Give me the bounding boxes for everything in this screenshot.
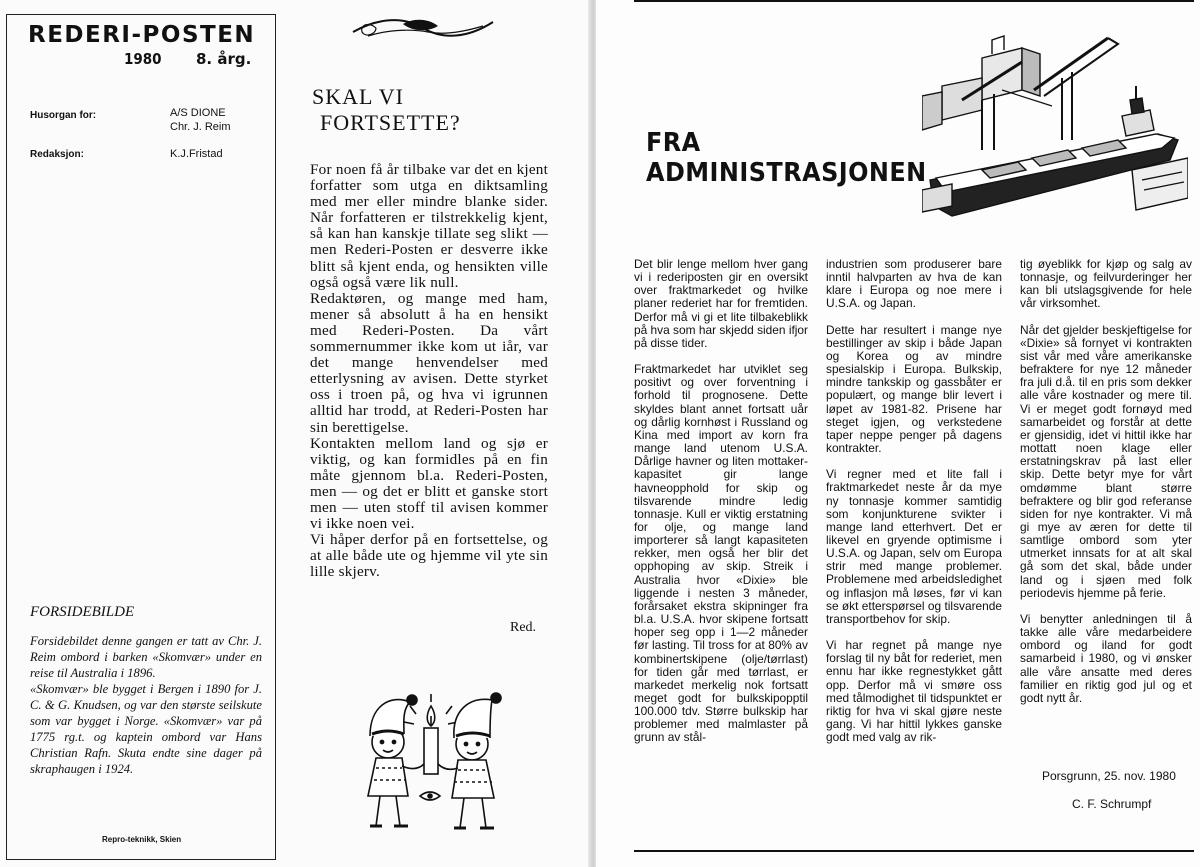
article-paragraph: Det blir lenge mellom hver gang vi i rederiposten gir en oversikt over fraktmarkedet og hvilke planer rederiet har for fremtiden. Derfor må vi gi et lite tilbakeblikk på hva som har skjedd siden ifjor på disse tider. bbox=[634, 257, 808, 350]
editorial-paragraph: For noen få år tilbake var det en kjent forfatter som utga en diktsamling med mer eller mindre blanke sider. Når forfatteren er tilstrekkelig kjent, så kan han kanskje tillate seg slikt — men Rederi-Posten er desverre ikke blitt så kjent enda, og hensikten ville også også være lik null. bbox=[310, 161, 548, 291]
meta-label-publisher: Husorgan for: bbox=[30, 110, 97, 121]
christmas-elves-illustration bbox=[340, 676, 520, 836]
signoff-place-date: Porsgrunn, 25. nov. 1980 bbox=[1042, 769, 1176, 783]
editorial-title-line: FORTSETTE? bbox=[320, 110, 461, 135]
editorial-title-line: SKAL VI bbox=[312, 84, 404, 109]
editorial-paragraph: Vi håper derfor på en fortsettelse, og at alle både ute og hjemme vil yte sin lille skjerv. bbox=[310, 531, 548, 581]
article-paragraph: Vi har regnet på mange nye forslag til ny båt for rederiet, men ennu har ikke regnestykket gått opp. Derfor må vi smøre oss med tålmodighet til tidspunktet er riktig for hva vi skal gjøre neste gang. Vi har hittil lykkes ganske godt med valg av rik- bbox=[826, 638, 1002, 745]
article-paragraph: tig øyeblikk for kjøp og salg av tonnasje, og feilvurderinger her kan bli utslagsgivende for hele vår virksomhet. bbox=[1020, 257, 1192, 311]
bottom-rule bbox=[634, 850, 1194, 852]
cover-paragraph: Forsidebildet denne gangen er tatt av Chr. J. Reim ombord i barken «Skomvær» under en reise til Australia i 1896. bbox=[30, 634, 262, 680]
masthead-year: 1980 bbox=[124, 50, 162, 68]
meta-value-line: A/S DIONE bbox=[170, 107, 226, 119]
editorial-paragraph: Kontakten mellom land og sjø er viktig, og kan formidles på en fin måte gjennom bl.a. Rederi-Posten, men — og det er blitt et ganske stort men — uten stoff til avisen kommer vi ikke noen vei. bbox=[310, 434, 548, 533]
article-title bbox=[646, 128, 927, 188]
editorial-paragraph: Redaktøren, og mange med ham, mener så absolutt å ha en hensikt med Rederi-Posten. Da vårt sommernummer ikke kom ut iår, var det mange henvendelser med etterlysning av avisen. Dette styrket oss i troen på, og hva vi igrunnen alltid har trodd, at Rederi-Posten har sin berettigelse. bbox=[310, 289, 548, 436]
masthead-title: REDERI-POSTEN bbox=[28, 22, 256, 48]
meta-value-line: Chr. J. Reim bbox=[170, 121, 231, 133]
article-paragraph: Vi benytter anledningen til å takke alle våre medarbeidere ombord og iland for godt samarbeid i 1980, og vi ønsker alle våre ansatte med deres familier en riktig god jul og et godt nytt år. bbox=[1020, 611, 1192, 705]
article-title-line: FRA bbox=[646, 128, 701, 158]
article-paragraph: Vi regner med et lite fall i fraktmarkedet neste år da mye ny tonnasje kommer samtidig som konjunkturene svikter i mange land etterhvert. Det er likevel en gryende optimisme i U.S.A. og Japan, selv om Europa strir med mange problemer. Problemene med arbeidsledighet og inflasjon må løses, før vi kan se økt etterspørsel og tilsvarende transportbehov for skip. bbox=[826, 467, 1002, 626]
article-column-2 bbox=[826, 258, 1002, 757]
editorial-title bbox=[312, 84, 461, 136]
editorial-body bbox=[310, 162, 548, 580]
article-paragraph: industrien som produserer bare inntil halvparten av hva de kan klare i Europa og noe mere i U.S.A. og Japan. bbox=[826, 257, 1002, 311]
meta-value-editor bbox=[170, 147, 223, 161]
meta-label-editor: Redaksjon: bbox=[30, 149, 84, 160]
article-column-1 bbox=[634, 258, 808, 758]
cover-paragraph: «Skomvær» ble bygget i Bergen i 1890 for J. C. & G. Knudsen, og var den største seilskute som var bygget i Norge. «Skomvær» var på 1775 rg.t. og kaptein ombord var Hans Christian Rafn. Skuta endte sine dager på skraphaugen i 1924. bbox=[30, 682, 262, 776]
cover-text bbox=[30, 633, 262, 777]
cover-heading: FORSIDEBILDE bbox=[30, 604, 135, 620]
top-rule bbox=[634, 0, 1194, 2]
article-paragraph: Når det gjelder beskjeftigelse for «Dixie» så fornyet vi kontrakten sist vår med våre amerikanske befraktere for nye 12 måneder fra juli d.å. til en pris som dekker alle våre kostnader og mere til. Vi er meget godt fornøyd med samarbeidet og forstår at dette er gjensidig, idet vi hittil ikke har mottatt noen klage eller erstatningskrav på last eller skip. Dette betyr mye for vårt omdømme blant større befraktere og blir god referanse siden for nye kontrakter. Vi må gi mye av æren for dette til samtlige ombord som yter utmerket innsats for at alt skal gå som det skal, både under land og i sjøen med folk periodevis hjemme på ferie. bbox=[1020, 322, 1192, 600]
editorial-signature: Red. bbox=[510, 620, 537, 635]
masthead-edition: 8. årg. bbox=[196, 50, 252, 68]
signoff-author: C. F. Schrumpf bbox=[1072, 797, 1152, 811]
ornament-flourish bbox=[348, 10, 498, 50]
article-paragraph: Dette har resultert i mange nye bestillinger av skip i både Japan og Korea og av mindre spesialskip i Europa. Bulkskip, mindre tankskip og gassbåter er populært, og mange blir levert i løpet av 1981-82. Prisene har steget igjen, og verkstedene taper neppe penger på dagens kontrakter. bbox=[826, 322, 1002, 456]
meta-value-publisher bbox=[170, 106, 231, 134]
article-column-3 bbox=[1020, 258, 1192, 718]
article-title-line: ADMINISTRASJONEN bbox=[646, 158, 927, 188]
meta-value-line: K.J.Fristad bbox=[170, 148, 223, 160]
ship-shipyard-illustration bbox=[922, 30, 1188, 220]
printer-credit: Repro-teknikk, Skien bbox=[102, 835, 182, 844]
article-paragraph: Fraktmarkedet har utviklet seg positivt og over forventning i forhold til prognosene. Dette skyldes blant annet fortsatt uår og dårlig kornhøst i Russland og Kina med import av korn fra mange land utenom U.S.A. Dårlige havner og liten mottaker-kapasitet gir lange havneopphold for skip og tilsvarende mindre ledig tonnasje. Kull er viktig erstatning for olje, og mange land importerer så langt kapasiteten rekker, men også her blir det opphoping av skip. Streik i Australia hvor «Dixie» ble liggende i nesten 3 måneder, forårsaket ekstra skipninger fra bl.a. U.S.A. hvor skipene fortsatt hoper seg opp i 1—2 måneder før lasting. Til tross for at 80% av kombinertskipene (olje/tørrlast) for tiden går med tørrlast, er markedet merkelig nok fortsatt meget godt for bulkskipopptil 100.000 tdv. Større bulkskip har problemer med malmlaster på grunn av stål- bbox=[634, 362, 808, 745]
